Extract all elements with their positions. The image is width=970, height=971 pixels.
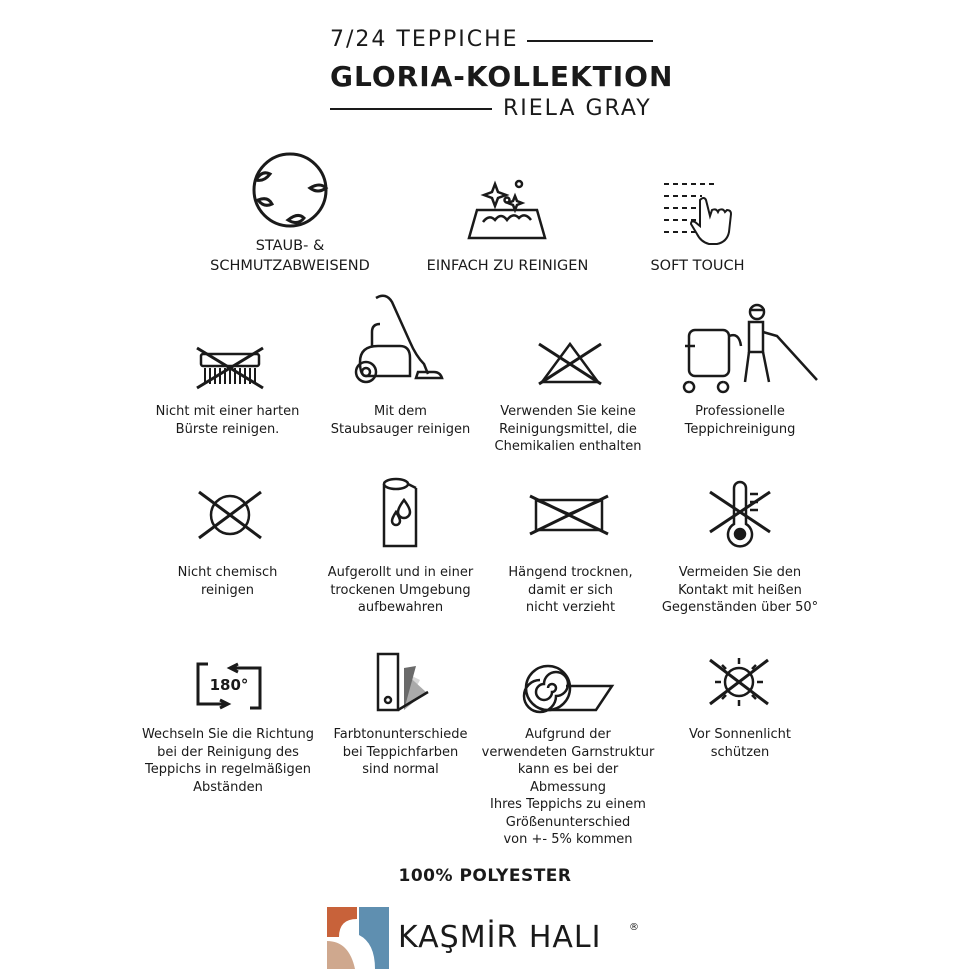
- sparkle-cleaning-icon: [467, 178, 547, 242]
- rotate-180-label: 180°: [209, 676, 249, 694]
- soft-touch-hand-icon: [662, 178, 734, 246]
- feature-label-easy-clean: EINFACH ZU REINIGEN: [426, 258, 589, 274]
- care-label-size-tolerance: Aufgrund der verwendeten Garnstruktur kann es bei der Abmessung Ihres Teppichs zu einem Größenunterschied von +- 5% kommen: [481, 727, 655, 847]
- leaf-circle-icon: [248, 148, 332, 232]
- feature-label-dirt-repellent: STAUB- & SCHMUTZABWEISEND: [210, 238, 370, 274]
- care-label-vacuum: Mit dem Staubsauger reinigen: [330, 404, 471, 437]
- collection-title: GLORIA-KOLLEKTION: [330, 60, 674, 93]
- brand-name: KAŞMİR HALI: [398, 920, 602, 955]
- care-label-color-variation: Farbtonunterschiede bei Teppichfarben sind normal: [333, 727, 468, 777]
- registered-mark: ®: [629, 922, 639, 933]
- header-line-1: 7/24 TEPPICHE: [330, 27, 519, 52]
- no-heat-thermometer-icon: [708, 480, 772, 548]
- care-label-professional: Professionelle Teppichreinigung: [684, 404, 796, 437]
- no-hanging-dry-icon: [528, 492, 610, 538]
- rolled-rug-icon: [524, 656, 614, 714]
- product-name: RIELA GRAY: [503, 96, 652, 121]
- header-rule-top: [527, 40, 653, 42]
- rotate-180-icon: [194, 660, 264, 714]
- care-label-no-hanging-dry: Hängend trocknen, damit er sich nicht verzieht: [508, 565, 633, 615]
- professional-cleaning-icon: [683, 302, 819, 392]
- rolled-dry-storage-icon: [378, 478, 424, 550]
- care-label-no-chemicals: Verwenden Sie keine Reinigungsmittel, die Chemikalien enthalten: [494, 404, 642, 454]
- care-label-rolled-storage: Aufgerollt und in einer trockenen Umgebung aufbewahren: [327, 565, 474, 615]
- no-sunlight-icon: [706, 656, 772, 708]
- vacuum-cleaner-icon: [352, 292, 446, 386]
- care-label-no-sunlight: Vor Sonnenlicht schützen: [689, 727, 791, 760]
- feature-label-soft-touch: SOFT TOUCH: [650, 258, 745, 274]
- material-composition: 100% POLYESTER: [398, 866, 572, 886]
- care-label-no-hard-brush: Nicht mit einer harten Bürste reinigen.: [155, 404, 300, 437]
- no-dry-clean-icon: [197, 490, 263, 540]
- color-swatch-icon: [372, 652, 430, 712]
- care-label-rotate: Wechseln Sie die Richtung bei der Reinigung des Teppichs in regelmäßigen Abständen: [141, 727, 315, 795]
- header-rule-bottom: [330, 108, 492, 110]
- kasmir-hali-logo-icon: [327, 907, 389, 969]
- care-label-no-dry-clean: Nicht chemisch reinigen: [177, 565, 278, 598]
- care-label-no-heat: Vermeiden Sie den Kontakt mit heißen Gegenständen über 50°: [661, 565, 819, 615]
- no-hard-brush-icon: [195, 346, 265, 390]
- no-bleach-icon: [537, 340, 603, 386]
